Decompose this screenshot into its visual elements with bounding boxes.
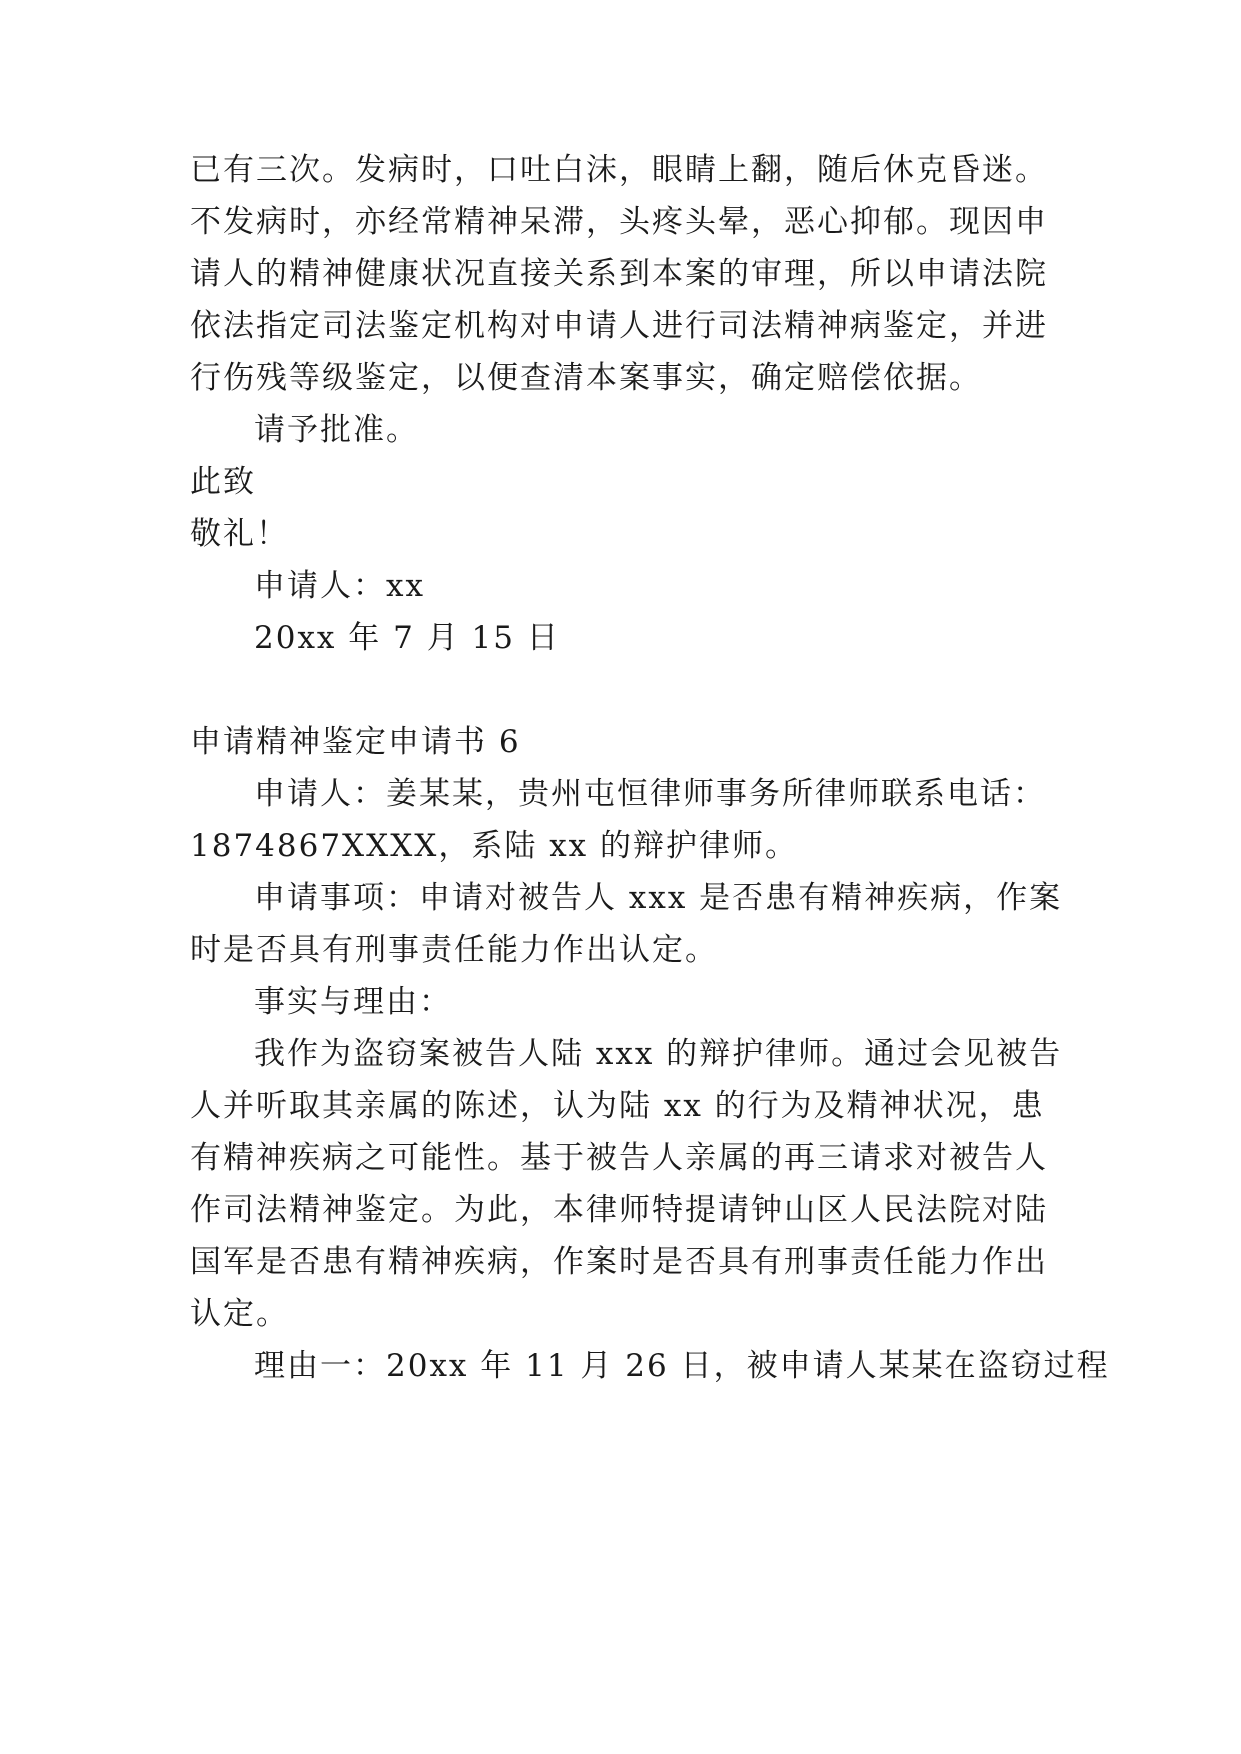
- section-title: 申请精神鉴定申请书 6: [190, 724, 521, 760]
- text-line: 认定。: [190, 1296, 289, 1332]
- facts-heading: 事实与理由：: [254, 984, 452, 1020]
- salutation-line: 敬礼！: [190, 516, 289, 552]
- text-line: 不发病时，亦经常精神呆滞，头疼头晕，恶心抑郁。现因申: [190, 204, 1048, 240]
- text-line: 请人的精神健康状况直接关系到本案的审理，所以申请法院: [190, 256, 1048, 292]
- text-line: 我作为盗窃案被告人陆 xxx 的辩护律师。通过会见被告: [254, 1036, 1063, 1072]
- date-line: 20xx 年 7 月 15 日: [254, 620, 560, 656]
- text-line: 作司法精神鉴定。为此，本律师特提请钟山区人民法院对陆: [190, 1192, 1048, 1228]
- text-line: 依法指定司法鉴定机构对申请人进行司法精神病鉴定，并进: [190, 308, 1048, 344]
- text-line: 国军是否患有精神疾病，作案时是否具有刑事责任能力作出: [190, 1244, 1048, 1280]
- text-line: 有精神疾病之可能性。基于被告人亲属的再三请求对被告人: [190, 1140, 1048, 1176]
- text-line: 理由一：20xx 年 11 月 26 日，被申请人某某在盗窃过程: [254, 1348, 1110, 1384]
- text-line: 人并听取其亲属的陈述，认为陆 xx 的行为及精神状况，患: [190, 1088, 1045, 1124]
- text-line: 行伤残等级鉴定，以便查清本案事实，确定赔偿依据。: [190, 360, 982, 396]
- text-line: 申请人：姜某某，贵州屯恒律师事务所律师联系电话：: [254, 776, 1046, 812]
- request-line: 请予批准。: [254, 412, 419, 448]
- text-line: 申请事项：申请对被告人 xxx 是否患有精神疾病，作案: [254, 880, 1063, 916]
- text-line: 时是否具有刑事责任能力作出认定。: [190, 932, 718, 968]
- signature-line: 申请人：xx: [254, 568, 425, 604]
- text-line: 已有三次。发病时，口吐白沫，眼睛上翻，随后休克昏迷。: [190, 152, 1048, 188]
- salutation-line: 此致: [190, 464, 256, 500]
- text-line: 1874867XXXX，系陆 xx 的辩护律师。: [190, 828, 799, 864]
